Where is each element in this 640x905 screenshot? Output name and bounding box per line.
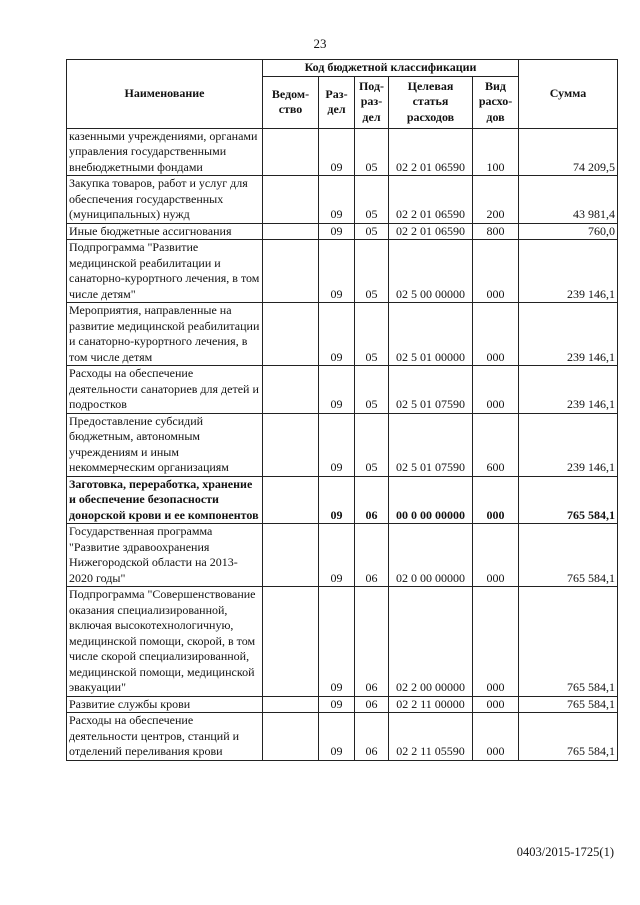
cell-target: 02 2 01 06590	[389, 176, 473, 224]
cell-target: 02 5 01 07590	[389, 366, 473, 414]
budget-table	[66, 59, 618, 761]
cell-name: Развитие службы крови	[67, 696, 263, 713]
cell-subsection: 05	[355, 223, 389, 240]
cell-sum: 765 584,1	[519, 713, 618, 761]
cell-target: 02 5 01 07590	[389, 413, 473, 476]
cell-dept	[263, 366, 319, 414]
table-row	[67, 413, 618, 476]
cell-target: 02 2 00 00000	[389, 587, 473, 697]
table-row	[67, 587, 618, 697]
cell-sum: 239 146,1	[519, 413, 618, 476]
cell-section: 09	[319, 587, 355, 697]
cell-expense-type: 000	[473, 476, 519, 524]
cell-sum: 760,0	[519, 223, 618, 240]
cell-subsection: 06	[355, 713, 389, 761]
page-number: 23	[313, 36, 327, 51]
cell-subsection: 05	[355, 240, 389, 303]
cell-dept	[263, 587, 319, 697]
header-dept: Ведом- ство	[263, 76, 319, 128]
cell-expense-type: 000	[473, 240, 519, 303]
table-row	[67, 176, 618, 224]
cell-target: 02 2 11 00000	[389, 696, 473, 713]
cell-sum: 239 146,1	[519, 303, 618, 366]
header-subsection: Под- раз- дел	[355, 76, 389, 128]
cell-section: 09	[319, 524, 355, 587]
cell-name: Подпрограмма "Развитие медицинской реабилитации и санаторно-курортного лечения, в том числе детям"	[67, 240, 263, 303]
cell-section: 09	[319, 128, 355, 176]
cell-name: Закупка товаров, работ и услуг для обеспечения государственных (муниципальных) нужд	[67, 176, 263, 224]
cell-expense-type: 000	[473, 713, 519, 761]
header-section: Раз- дел	[319, 76, 355, 128]
cell-expense-type: 000	[473, 587, 519, 697]
cell-subsection: 06	[355, 696, 389, 713]
header-code-group: Код бюджетной классификации	[263, 60, 519, 77]
cell-name: Мероприятия, направленные на развитие медицинской реабилитации и санаторно-курортного лечения, в том числе детям	[67, 303, 263, 366]
table-row	[67, 240, 618, 303]
cell-expense-type: 000	[473, 696, 519, 713]
header-sum: Сумма	[519, 60, 618, 129]
cell-name: Расходы на обеспечение деятельности центров, станций и отделений переливания крови	[67, 713, 263, 761]
cell-section: 09	[319, 696, 355, 713]
table-row	[67, 476, 618, 524]
cell-sum: 765 584,1	[519, 524, 618, 587]
cell-sum: 765 584,1	[519, 476, 618, 524]
cell-expense-type: 600	[473, 413, 519, 476]
cell-section: 09	[319, 713, 355, 761]
cell-sum: 765 584,1	[519, 696, 618, 713]
cell-target: 00 0 00 00000	[389, 476, 473, 524]
cell-target: 02 5 01 00000	[389, 303, 473, 366]
table-header	[67, 60, 618, 129]
cell-dept	[263, 413, 319, 476]
cell-target: 02 2 11 05590	[389, 713, 473, 761]
header-target: Целевая статья расходов	[389, 76, 473, 128]
cell-name: Иные бюджетные ассигнования	[67, 223, 263, 240]
cell-dept	[263, 176, 319, 224]
cell-dept	[263, 524, 319, 587]
cell-sum: 43 981,4	[519, 176, 618, 224]
cell-name: Подпрограмма "Совершенствование оказания специализированной, включая высокотехнологичную, медицинской помощи, скорой, в том числе скорой специализированной, медицинской помощи, медицинской эвакуации"	[67, 587, 263, 697]
cell-expense-type: 000	[473, 366, 519, 414]
table-row	[67, 303, 618, 366]
header-name: Наименование	[67, 60, 263, 129]
cell-dept	[263, 303, 319, 366]
cell-sum: 239 146,1	[519, 366, 618, 414]
document-code: 0403/2015-1725(1)	[516, 845, 614, 859]
cell-name: казенными учреждениями, органами управления государственными внебюджетными фондами	[67, 128, 263, 176]
cell-target: 02 0 00 00000	[389, 524, 473, 587]
cell-target: 02 2 01 06590	[389, 128, 473, 176]
cell-section: 09	[319, 240, 355, 303]
cell-section: 09	[319, 303, 355, 366]
cell-name: Расходы на обеспечение деятельности санаториев для детей и подростков	[67, 366, 263, 414]
table-body	[67, 128, 618, 760]
cell-sum: 765 584,1	[519, 587, 618, 697]
cell-expense-type: 200	[473, 176, 519, 224]
cell-section: 09	[319, 366, 355, 414]
cell-section: 09	[319, 476, 355, 524]
cell-subsection: 05	[355, 303, 389, 366]
cell-section: 09	[319, 413, 355, 476]
cell-subsection: 05	[355, 128, 389, 176]
cell-name: Государственная программа "Развитие здравоохранения Нижегородской области на 2013-2020 годы"	[67, 524, 263, 587]
cell-subsection: 05	[355, 176, 389, 224]
header-expense-type: Вид расхо- дов	[473, 76, 519, 128]
cell-sum: 239 146,1	[519, 240, 618, 303]
cell-section: 09	[319, 223, 355, 240]
cell-dept	[263, 223, 319, 240]
cell-subsection: 06	[355, 524, 389, 587]
cell-target: 02 2 01 06590	[389, 223, 473, 240]
cell-dept	[263, 128, 319, 176]
cell-subsection: 05	[355, 413, 389, 476]
table-row	[67, 696, 618, 713]
cell-target: 02 5 00 00000	[389, 240, 473, 303]
cell-expense-type: 000	[473, 303, 519, 366]
cell-subsection: 06	[355, 476, 389, 524]
cell-expense-type: 100	[473, 128, 519, 176]
table-row	[67, 366, 618, 414]
cell-dept	[263, 240, 319, 303]
table-row	[67, 713, 618, 761]
cell-dept	[263, 696, 319, 713]
table-row	[67, 524, 618, 587]
table-row	[67, 128, 618, 176]
cell-dept	[263, 476, 319, 524]
cell-expense-type: 800	[473, 223, 519, 240]
cell-expense-type: 000	[473, 524, 519, 587]
cell-name: Заготовка, переработка, хранение и обеспечение безопасности донорской крови и ее компонентов	[67, 476, 263, 524]
cell-subsection: 05	[355, 366, 389, 414]
cell-section: 09	[319, 176, 355, 224]
cell-name: Предоставление субсидий бюджетным, автономным учреждениям и иным некоммерческим организациям	[67, 413, 263, 476]
cell-sum: 74 209,5	[519, 128, 618, 176]
table-row	[67, 223, 618, 240]
cell-dept	[263, 713, 319, 761]
cell-subsection: 06	[355, 587, 389, 697]
